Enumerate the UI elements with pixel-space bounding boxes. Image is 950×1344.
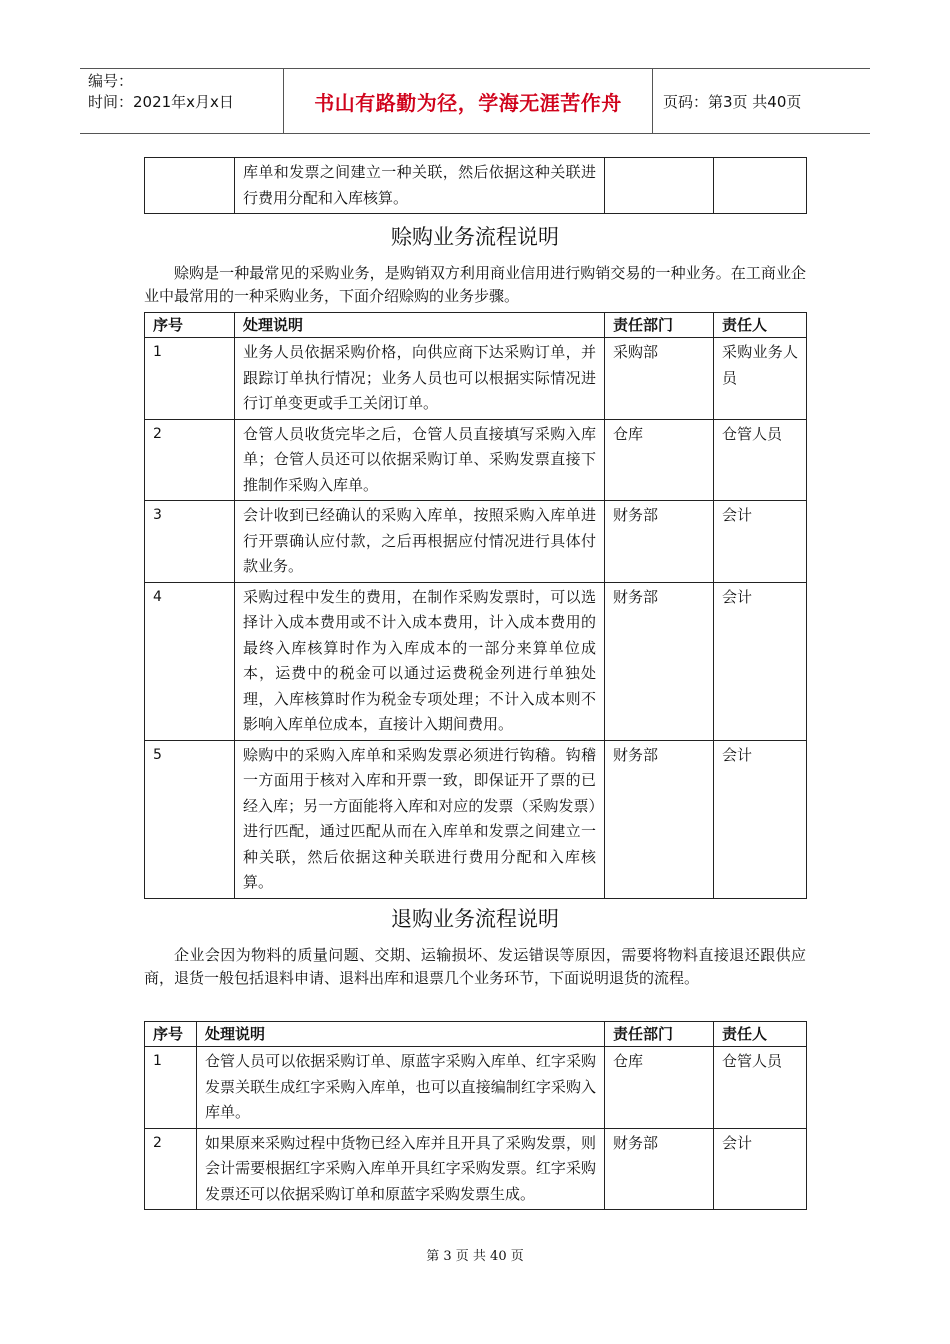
cell-desc: 仓管人员收货完毕之后，仓管人员直接填写采购入库单；仓管人员还可以依据采购订单、采购发票直接下推制作采购入库单。 — [235, 419, 605, 501]
table-row — [145, 501, 807, 583]
table-row — [145, 740, 807, 898]
page-header — [80, 68, 870, 134]
header-motto: 书山有路勤为径，学海无涯苦作舟 — [284, 69, 653, 133]
cell-dept: 采购部 — [605, 338, 714, 420]
table-row — [145, 338, 807, 420]
header-meta — [80, 69, 284, 133]
cell-desc: 会计收到已经确认的采购入库单，按照采购入库单进行开票确认应付款，之后再根据应付情况进行具体付款业务。 — [235, 501, 605, 583]
cell-owner — [714, 158, 807, 214]
page-footer: 第 3 页 共 40 页 — [426, 1249, 524, 1264]
cell-num — [145, 158, 235, 214]
cell-owner: 会计 — [714, 582, 807, 740]
cell-owner: 仓管人员 — [714, 419, 807, 501]
header-owner: 责任人 — [714, 313, 807, 338]
cell-dept: 财务部 — [605, 582, 714, 740]
cell-desc: 赊购中的采购入库单和采购发票必须进行钩稽。钩稽一方面用于核对入库和开票一致，即保证开了票的已经入库；另一方面能将入库和对应的发票（采购发票）进行匹配，通过匹配从而在入库单和发票之间建立一种关联，然后依据这种关联进行费用分配和入库核算。 — [235, 740, 605, 898]
cell-owner: 会计 — [714, 740, 807, 898]
table-row — [145, 1128, 807, 1210]
cell-desc: 如果原来采购过程中货物已经入库并且开具了采购发票，则会计需要根据红字采购入库单开具红字采购发票。红字采购发票还可以依据采购订单和原蓝字采购发票生成。 — [197, 1128, 605, 1210]
credit-purchase-table — [144, 312, 807, 899]
section-title-purchase-return: 退购业务流程说明 — [391, 907, 559, 931]
table-header-row — [145, 1022, 807, 1047]
cell-num: 5 — [145, 740, 235, 898]
header-dept: 责任部门 — [605, 1022, 714, 1047]
table-row — [145, 158, 807, 214]
header-dept: 责任部门 — [605, 313, 714, 338]
cell-dept: 财务部 — [605, 501, 714, 583]
cell-owner: 会计 — [714, 501, 807, 583]
cell-num: 1 — [145, 1047, 197, 1129]
cell-owner: 仓管人员 — [714, 1047, 807, 1129]
table-row — [145, 582, 807, 740]
document-number-label: 编号： — [88, 72, 134, 90]
cell-dept: 仓库 — [605, 419, 714, 501]
cell-num: 2 — [145, 1128, 197, 1210]
header-seq: 序号 — [145, 1022, 197, 1047]
table-row — [145, 1047, 807, 1129]
cell-owner: 会计 — [714, 1128, 807, 1210]
document-time-label: 时间：2021年x月x日 — [88, 93, 234, 111]
cell-dept: 财务部 — [605, 740, 714, 898]
purchase-return-table — [144, 1021, 807, 1210]
table-header-row — [145, 313, 807, 338]
cell-num: 4 — [145, 582, 235, 740]
header-seq: 序号 — [145, 313, 235, 338]
cell-owner: 采购业务人员 — [714, 338, 807, 420]
cell-num: 1 — [145, 338, 235, 420]
cell-num: 2 — [145, 419, 235, 501]
cell-desc: 业务人员依据采购价格，向供应商下达采购订单，并跟踪订单执行情况；业务人员也可以根据实际情况进行订单变更或手工关闭订单。 — [235, 338, 605, 420]
cell-desc: 仓管人员可以依据采购订单、原蓝字采购入库单、红字采购发票关联生成红字采购入库单，也可以直接编制红字采购入库单。 — [197, 1047, 605, 1129]
table-row — [145, 419, 807, 501]
header-owner: 责任人 — [714, 1022, 807, 1047]
cell-desc: 库单和发票之间建立一种关联，然后依据这种关联进行费用分配和入库核算。 — [235, 158, 605, 214]
cell-num: 3 — [145, 501, 235, 583]
cell-dept: 仓库 — [605, 1047, 714, 1129]
section-intro-purchase-return: 企业会因为物料的质量问题、交期、运输损坏、发运错误等原因，需要将物料直接退还跟供应商，退货一般包括退料申请、退料出库和退票几个业务环节，下面说明退货的流程。 — [144, 946, 806, 987]
header-page-info: 页码：第3页 共40页 — [663, 92, 802, 111]
section-title-credit-purchase: 赊购业务流程说明 — [391, 225, 559, 249]
cell-desc: 采购过程中发生的费用，在制作采购发票时，可以选择计入成本费用或不计入成本费用，计入成本费用的最终入库核算时作为入库成本的一部分来算单位成本，运费中的税金可以通过运费税金列进行单独处理，入库核算时作为税金专项处理；不计入成本则不影响入库单位成本，直接计入期间费用。 — [235, 582, 605, 740]
header-desc: 处理说明 — [235, 313, 605, 338]
cell-dept: 财务部 — [605, 1128, 714, 1210]
header-desc: 处理说明 — [197, 1022, 605, 1047]
cell-dept — [605, 158, 714, 214]
continuation-table — [144, 157, 807, 214]
section-intro-credit-purchase: 赊购是一种最常见的采购业务，是购销双方利用商业信用进行购销交易的一种业务。在工商业企业中最常用的一种采购业务，下面介绍赊购的业务步骤。 — [144, 264, 806, 305]
